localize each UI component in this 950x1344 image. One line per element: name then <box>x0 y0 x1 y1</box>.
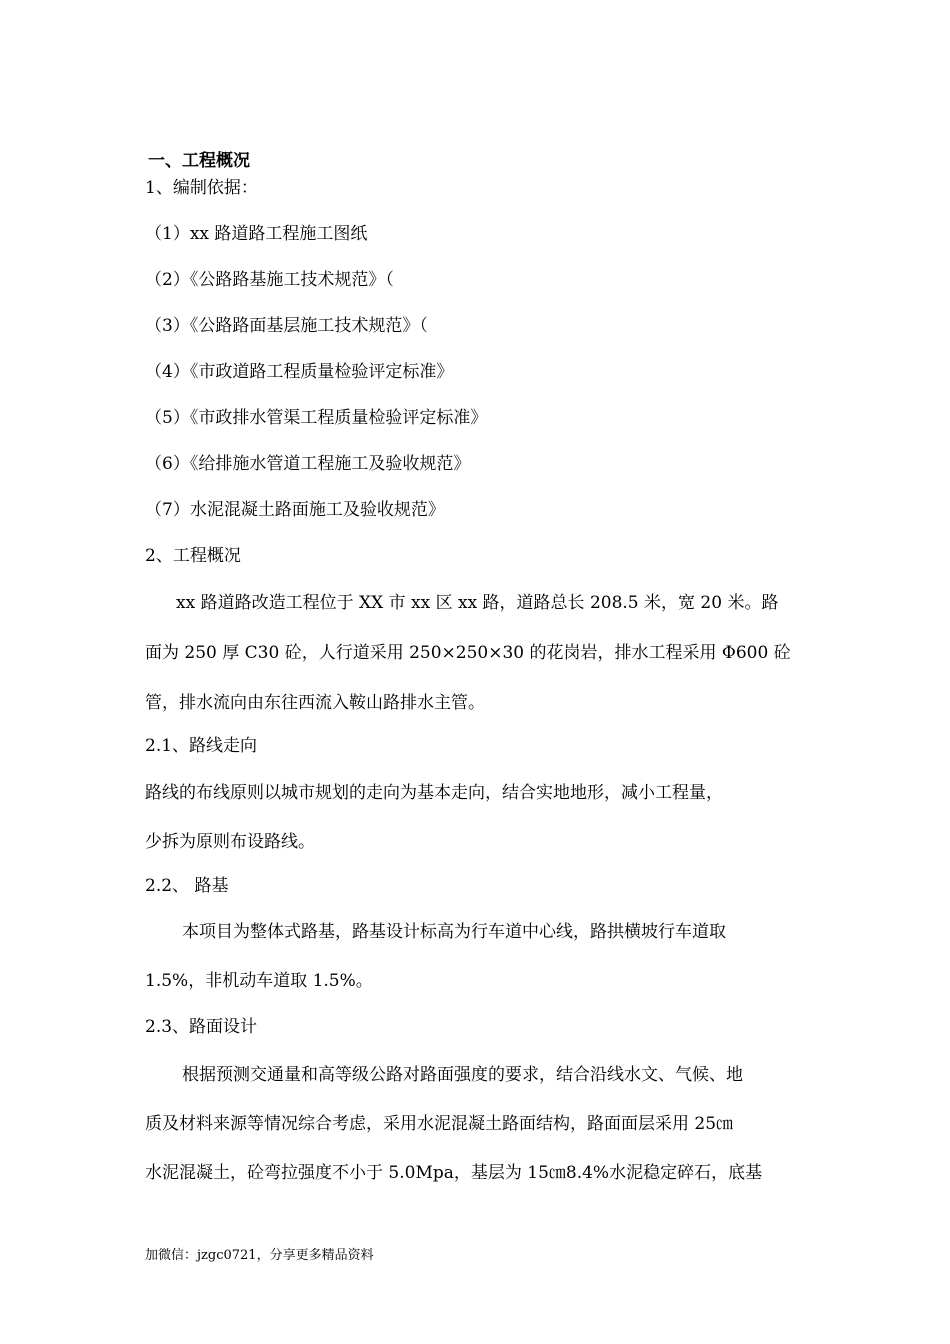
basis-item: （4）《市政道路工程质量检验评定标准》 <box>145 362 454 382</box>
basis-item: （2）《公路路基施工技术规范》（ <box>145 270 394 290</box>
subgrade-paragraph-line: 1.5%，非机动车道取 1.5%。 <box>145 971 373 991</box>
page-footer: 加微信：jzgc0721，分享更多精品资料 <box>145 1248 374 1263</box>
pavement-paragraph-line: 根据预测交通量和高等级公路对路面强度的要求，结合沿线水文、气候、地 <box>182 1065 743 1085</box>
pavement-paragraph-line: 质及材料来源等情况综合考虑，采用水泥混凝土路面结构，路面面层采用 25㎝ <box>145 1114 734 1134</box>
overview-paragraph-line: 管，排水流向由东往西流入鞍山路排水主管。 <box>145 693 485 713</box>
route-paragraph-line: 路线的布线原则以城市规划的走向为基本走向，结合实地地形，减小工程量， <box>145 783 723 803</box>
pavement-paragraph-line: 水泥混凝土，砼弯拉强度不小于 5.0Mpa，基层为 15㎝8.4%水泥稳定碎石，底基 <box>145 1163 763 1183</box>
basis-item: （3）《公路路面基层施工技术规范》（ <box>145 316 428 336</box>
basis-item: （1）xx 路道路工程施工图纸 <box>145 224 368 244</box>
overview-paragraph-line: xx 路道路改造工程位于 XX 市 xx 区 xx 路，道路总长 208.5 米，宽 20 米。路 <box>176 593 779 613</box>
basis-item: （7）水泥混凝土路面施工及验收规范》 <box>145 500 445 520</box>
route-paragraph-line: 少拆为原则布设路线。 <box>145 832 315 852</box>
pavement-title: 2.3、路面设计 <box>145 1017 258 1037</box>
section-heading: 一、工程概况 <box>148 151 250 171</box>
basis-item: （5）《市政排水管渠工程质量检验评定标准》 <box>145 408 488 428</box>
basis-item: （6）《给排施水管道工程施工及验收规范》 <box>145 454 471 474</box>
overview-paragraph-line: 面为 250 厚 C30 砼，人行道采用 250×250×30 的花岗岩，排水工程采用 Φ600 砼 <box>145 643 791 663</box>
route-title: 2.1、路线走向 <box>145 736 258 756</box>
overview-title: 2、工程概况 <box>145 546 241 566</box>
basis-title: 1、编制依据： <box>145 178 258 198</box>
subgrade-title: 2.2、 路基 <box>145 876 229 896</box>
subgrade-paragraph-line: 本项目为整体式路基，路基设计标高为行车道中心线，路拱横坡行车道取 <box>182 922 726 942</box>
